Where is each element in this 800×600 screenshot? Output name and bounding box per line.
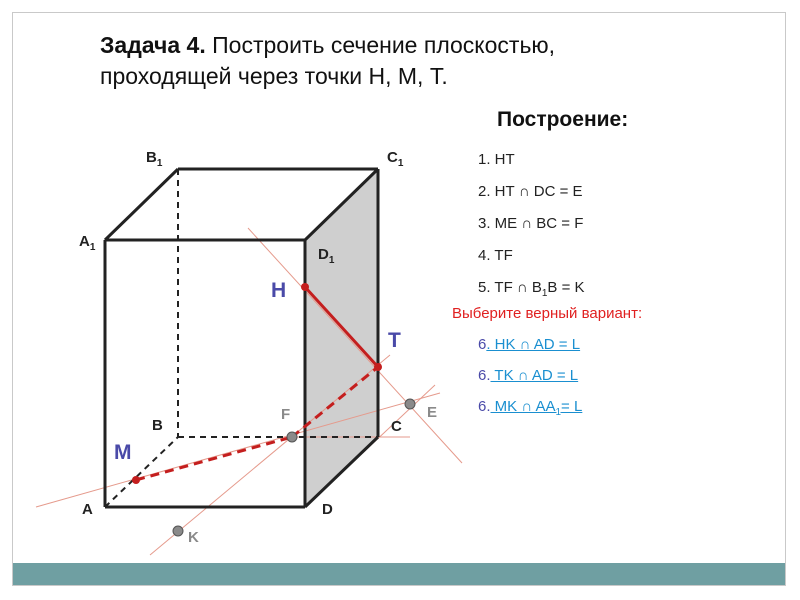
section-segment-mf bbox=[136, 437, 292, 480]
point-k bbox=[173, 526, 183, 536]
vertex-label-d1: $D_1$ bbox=[318, 246, 335, 266]
vertex-label-c: C bbox=[391, 418, 402, 435]
point-label-t: T bbox=[388, 329, 401, 352]
point-t bbox=[374, 363, 382, 371]
point-label-m: M bbox=[114, 441, 132, 464]
edge-a1b1 bbox=[105, 169, 178, 240]
point-label-k: K bbox=[188, 529, 199, 546]
point-f bbox=[287, 432, 297, 442]
answer-options bbox=[478, 333, 582, 426]
point-e bbox=[405, 399, 415, 409]
point-label-f: F bbox=[281, 406, 291, 423]
point-label-h: H bbox=[271, 279, 287, 302]
answer-option-tk-ad[interactable]: 6. TK ∩ AD = L bbox=[478, 367, 579, 384]
point-h bbox=[301, 283, 309, 291]
step-item: 1. НТ bbox=[478, 151, 515, 168]
point-label-e: E bbox=[427, 404, 438, 421]
vertex-label-c1: $C_1$ bbox=[387, 149, 404, 169]
vertex-label-d: D bbox=[322, 501, 333, 518]
step-item: 3. ME ∩ BC = F bbox=[478, 215, 584, 232]
vertex-label-a1: $A_1$ bbox=[79, 233, 96, 253]
choose-variant-prompt: Выберите верный вариант: bbox=[452, 305, 643, 322]
vertex-label-b1: $B_1$ bbox=[146, 149, 163, 169]
step-item: 5. TF ∩ $B_1B = K$ bbox=[478, 279, 585, 299]
construction-steps bbox=[478, 148, 585, 308]
point-m bbox=[132, 476, 140, 484]
task-text-line2: проходящей через точки Н, М, Т. bbox=[100, 63, 448, 89]
vertex-label-b: B bbox=[152, 417, 163, 434]
shaded-face-dcc1d1 bbox=[305, 169, 378, 507]
answer-option-hk-ad[interactable]: 6. HK ∩ AD = L bbox=[478, 336, 581, 353]
task-text-line1: Построить сечение плоскостью, bbox=[205, 32, 556, 58]
footer-bar bbox=[13, 563, 785, 585]
construction-heading: Построение: bbox=[497, 108, 629, 131]
task-number: Задача 4. bbox=[100, 32, 206, 58]
answer-option-mk-aa1[interactable]: 6. MK ∩ $AA_1= L$ bbox=[478, 398, 583, 418]
vertex-label-a: A bbox=[82, 501, 93, 518]
step-item: 4. TF bbox=[478, 247, 513, 264]
step-item: 2. НТ ∩ DC = E bbox=[478, 183, 583, 200]
